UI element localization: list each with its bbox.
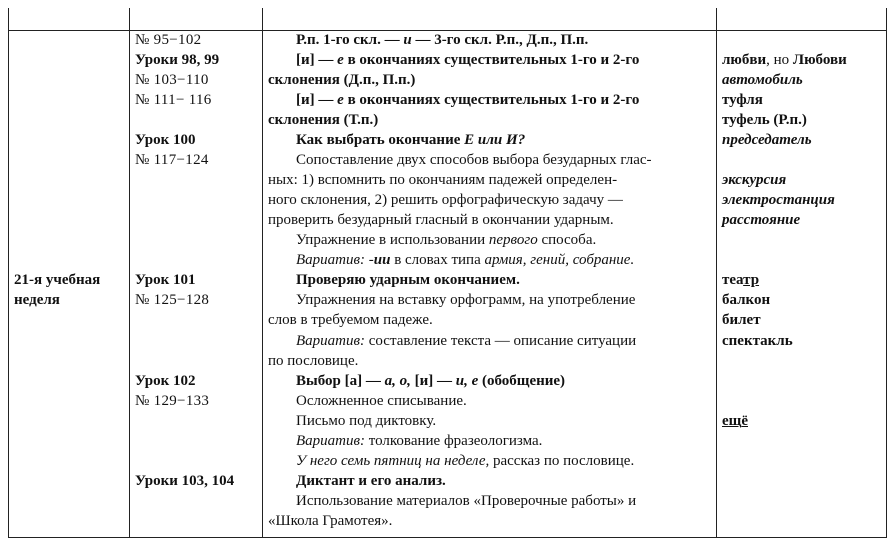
- lesson-entry: № 95−102: [135, 32, 202, 48]
- lesson-entry: Уроки 103, 104: [135, 473, 235, 489]
- vocab-word: экскурсия: [722, 172, 787, 188]
- content-line: по пословице.: [268, 353, 359, 369]
- vocab-word: туфля: [722, 92, 763, 108]
- lesson-entry: Урок 100: [135, 132, 196, 148]
- topic-line: [и] — е в окончаниях существительных 1-го и 2-го: [296, 92, 640, 108]
- vocab-word: спектакль: [722, 333, 793, 349]
- column-divider-2: [262, 8, 263, 538]
- vocab-word: электростанция: [722, 192, 835, 208]
- border-left: [8, 8, 9, 538]
- column-divider-1: [129, 8, 130, 538]
- content-line: Осложненное списывание.: [296, 393, 467, 409]
- content-line: Вариатив: -ии в словах типа армия, гений, собрание.: [296, 252, 635, 268]
- bottom-line: [8, 537, 887, 538]
- vocab-word: любви, но Любови: [722, 52, 847, 68]
- lesson-entry: Урок 101: [135, 272, 196, 288]
- content-line: У него семь пятниц на неделе, рассказ по пословице.: [296, 453, 635, 469]
- topic-line: склонения (Д.п., П.п.): [268, 72, 416, 88]
- lesson-entry: Уроки 98, 99: [135, 52, 220, 68]
- lesson-entry: № 117−124: [135, 152, 209, 168]
- topic-line: Как выбрать окончание Е или И?: [296, 132, 526, 148]
- vocab-word: председатель: [722, 132, 812, 148]
- lesson-entry: № 103−110: [135, 72, 209, 88]
- topic-line: Проверяю ударным окончанием.: [296, 272, 520, 288]
- lesson-entry: № 129−133: [135, 393, 210, 409]
- column-divider-3: [716, 8, 717, 538]
- vocab-word: туфель (Р.п.): [722, 112, 807, 128]
- content-line: «Школа Грамотея».: [268, 513, 393, 529]
- content-line: ного склонения, 2) решить орфографическую задачу —: [268, 192, 623, 208]
- lesson-entry: № 111− 116: [135, 92, 212, 108]
- vocab-word: балкон: [722, 292, 771, 308]
- border-right: [886, 8, 887, 538]
- vocab-word: билет: [722, 312, 761, 328]
- content-line: Вариатив: составление текста — описание ситуации: [296, 333, 637, 349]
- topic-line: [и] — е в окончаниях существительных 1-го и 2-го: [296, 52, 640, 68]
- topic-line: Выбор [а] — а, о, [и] — и, е (обобщение): [296, 373, 566, 389]
- content-line: Вариатив: толкование фразеологизма.: [296, 433, 543, 449]
- topic-line: Диктант и его анализ.: [296, 473, 446, 489]
- content-line: Упражнения на вставку орфограмм, на употребление: [296, 292, 636, 308]
- lesson-entry: № 125−128: [135, 292, 210, 308]
- vocab-word: автомобиль: [722, 72, 803, 88]
- content-line: ных: 1) вспомнить по окончаниям падежей определен-: [268, 172, 618, 188]
- week-label: 21-я учебная неделя: [14, 272, 101, 308]
- content-line: Сопоставление двух способов выбора безударных глас-: [296, 152, 652, 168]
- topic-line: склонения (Т.п.): [268, 112, 379, 128]
- content-line: Упражнение в использовании первого способа.: [296, 232, 597, 248]
- content-line: Использование материалов «Проверочные работы» и: [296, 493, 637, 509]
- vocab-word: расстояние: [722, 212, 801, 228]
- content-line: проверить безударный гласный в окончании ударным.: [268, 212, 614, 228]
- content-line: слов в требуемом падеже.: [268, 312, 433, 328]
- vocab-word: ещё: [722, 413, 748, 429]
- topic-line: Р.п. 1-го скл. — и — 3-го скл. Р.п., Д.п., П.п.: [296, 32, 589, 48]
- content-line: Письмо под диктовку.: [296, 413, 437, 429]
- vocab-word: театр: [722, 272, 760, 288]
- lesson-entry: Урок 102: [135, 373, 196, 389]
